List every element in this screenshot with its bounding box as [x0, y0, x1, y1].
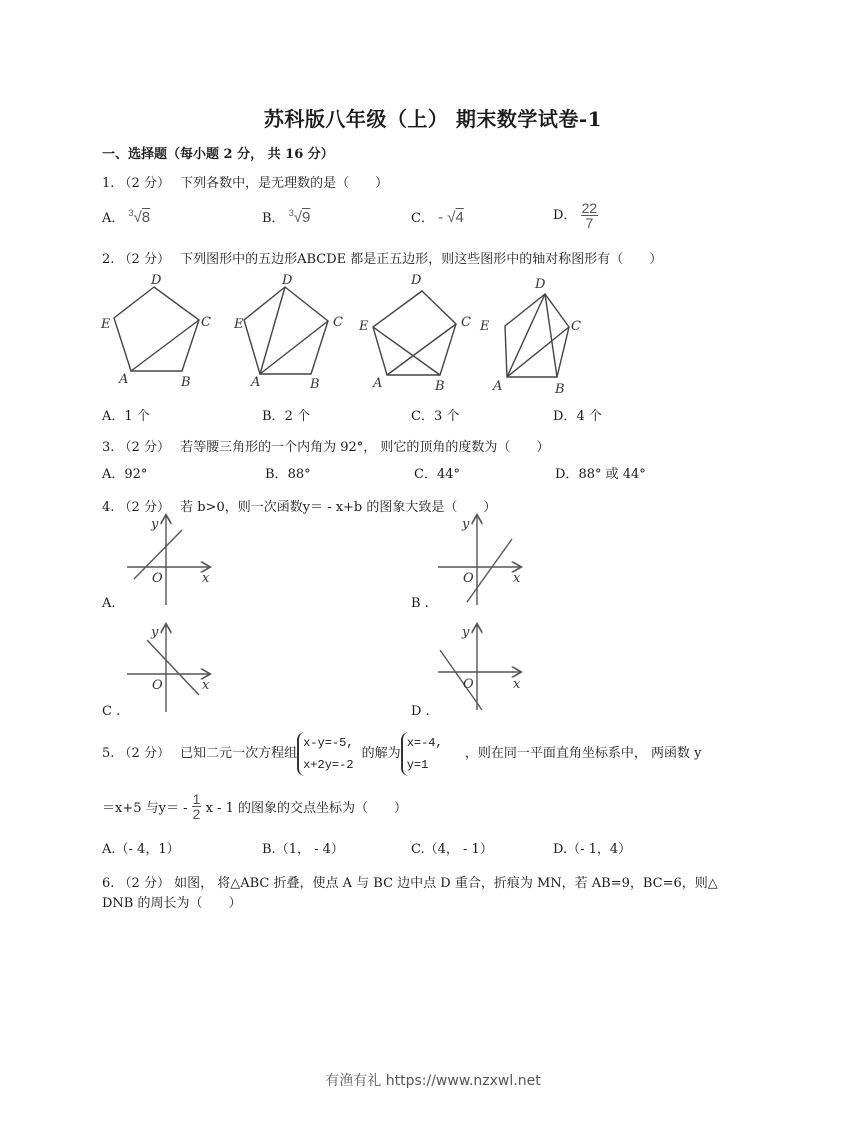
option-label: B． — [262, 211, 285, 226]
svg-text:E: E — [234, 317, 244, 332]
q1-option-c — [411, 207, 464, 226]
fraction-1-2: $\frac{1}{2}$ — [192, 791, 201, 822]
q5-option-d: D.（- 1，4） — [553, 842, 632, 857]
option-label: C． — [411, 211, 434, 226]
question-5-stem — [102, 732, 701, 776]
question-2-stem — [102, 248, 662, 267]
question-number: 1. — [102, 176, 115, 191]
question-number: 2. — [102, 252, 115, 267]
q4-option-c: C . — [102, 704, 121, 719]
q4-option-d: D . — [411, 704, 430, 719]
option-label: A． — [102, 211, 125, 226]
svg-text:y: y — [151, 517, 159, 532]
question-3-stem — [102, 436, 549, 455]
q2-option-b: B．2 个 — [262, 409, 310, 424]
svg-text:x: x — [202, 571, 210, 586]
svg-text:A: A — [119, 372, 129, 387]
fraction-22-7: $\frac{22}{7}$ — [581, 200, 598, 231]
svg-text:C: C — [333, 315, 343, 330]
question-1-stem — [102, 172, 388, 191]
q2-option-a: A．1 个 — [102, 409, 150, 424]
equation-system: x-y=-5, x+2y=-2 — [297, 732, 353, 776]
question-score: （2 分） — [118, 176, 170, 191]
svg-text:O: O — [463, 677, 474, 692]
svg-text:C: C — [201, 315, 211, 330]
q4-option-b: B . — [411, 596, 429, 611]
svg-text:B: B — [310, 377, 320, 392]
question-number: 6. — [102, 876, 115, 891]
linear-function-graphs — [95, 510, 555, 725]
svg-text:A: A — [251, 375, 261, 390]
question-score: （2 分） — [118, 500, 170, 515]
question-text: 如图， 将△ABC 折叠，使点 A 与 BC 边中点 D 重合，折痕为 MN，若 AB=9，BC=6，则△ — [174, 876, 718, 891]
svg-text:E: E — [359, 319, 369, 334]
question-text: 若等腰三角形的一个内角为 92°， 则它的顶角的度数为（ ） — [180, 440, 550, 455]
section-heading: 一、选择题（每小题 2 分， 共 16 分） — [102, 147, 334, 162]
question-score: （2 分） — [118, 440, 170, 455]
question-text: 已知二元一次方程组 — [180, 746, 298, 761]
question-text: ，则在同一平面直角坐标系中， 两函数 y — [464, 746, 702, 761]
q3-option-a: A．92° — [102, 467, 148, 482]
question-text: 若 b>0，则一次函数y＝ - x+b 的图象大致是（ ） — [180, 500, 497, 515]
svg-text:O: O — [463, 571, 474, 586]
svg-text:D: D — [411, 273, 422, 288]
question-text: 的解为 — [361, 746, 401, 761]
svg-text:O: O — [152, 678, 163, 693]
question-6-stem — [102, 872, 718, 891]
solution-system: x=-4, y=1 — [401, 732, 443, 776]
svg-text:y: y — [462, 625, 470, 640]
question-number: 3. — [102, 440, 115, 455]
q1-option-a — [102, 207, 150, 226]
svg-text:O: O — [152, 571, 163, 586]
svg-text:B: B — [181, 375, 191, 390]
question-score: （2 分） — [118, 746, 170, 761]
svg-text:D: D — [282, 273, 293, 288]
option-label: D． — [553, 208, 577, 223]
svg-text:A: A — [493, 379, 503, 394]
vertex-labels — [100, 273, 581, 397]
question-text: 下列图形中的五边形ABCDE 都是正五边形，则这些图形中的轴对称图形有（ ） — [180, 252, 663, 267]
svg-text:E: E — [480, 319, 490, 334]
negative-sqrt-4: - √4 — [438, 209, 464, 226]
svg-text:D: D — [535, 277, 546, 292]
q3-option-d: D．88° 或 44° — [555, 467, 646, 482]
svg-text:B: B — [435, 379, 445, 394]
svg-text:D: D — [151, 273, 162, 288]
q2-option-d: D．4 个 — [553, 409, 602, 424]
svg-text:E: E — [101, 317, 111, 332]
q5-option-b: B.（1， - 4） — [262, 842, 344, 857]
page-title: 苏科版八年级（上） 期末数学试卷-1 — [263, 107, 603, 131]
q2-option-c: C．3 个 — [411, 409, 460, 424]
svg-text:C: C — [571, 319, 581, 334]
svg-text:y: y — [151, 625, 159, 640]
svg-text:A: A — [373, 376, 383, 391]
cube-root-9: $^3$√9 — [288, 208, 311, 226]
question-score: （2 分） — [118, 876, 170, 891]
q5-option-c: C.（4， - 1） — [411, 842, 493, 857]
svg-text:x: x — [513, 677, 521, 692]
q5-option-a: A.（- 4，1） — [102, 842, 180, 857]
axis-labels — [150, 517, 521, 693]
pentagon-figures — [95, 270, 635, 400]
question-text: 下列各数中，是无理数的是（ ） — [180, 176, 389, 191]
cube-root-8: $^3$√8 — [128, 208, 151, 226]
q3-option-b: B．88° — [265, 467, 311, 482]
question-number: 4. — [102, 500, 115, 515]
q1-option-b — [262, 207, 310, 226]
footer-watermark: 有渔有礼 https://www.nzxwl.net — [325, 1073, 541, 1089]
svg-text:B: B — [555, 382, 565, 397]
q3-option-c: C．44° — [414, 467, 460, 482]
question-6-line2: DNB 的周长为（ ） — [102, 896, 242, 911]
question-number: 5. — [102, 746, 115, 761]
q1-option-d — [553, 201, 598, 230]
question-text: ＝x+5 与y＝ - — [102, 801, 188, 816]
svg-text:x: x — [202, 678, 210, 693]
question-5-line2 — [102, 792, 407, 821]
question-score: （2 分） — [118, 252, 170, 267]
q4-option-a: A. — [102, 596, 116, 611]
question-text: x - 1 的图象的交点坐标为（ ） — [205, 801, 407, 816]
svg-text:C: C — [461, 315, 471, 330]
svg-text:y: y — [462, 517, 470, 532]
svg-text:x: x — [513, 571, 521, 586]
